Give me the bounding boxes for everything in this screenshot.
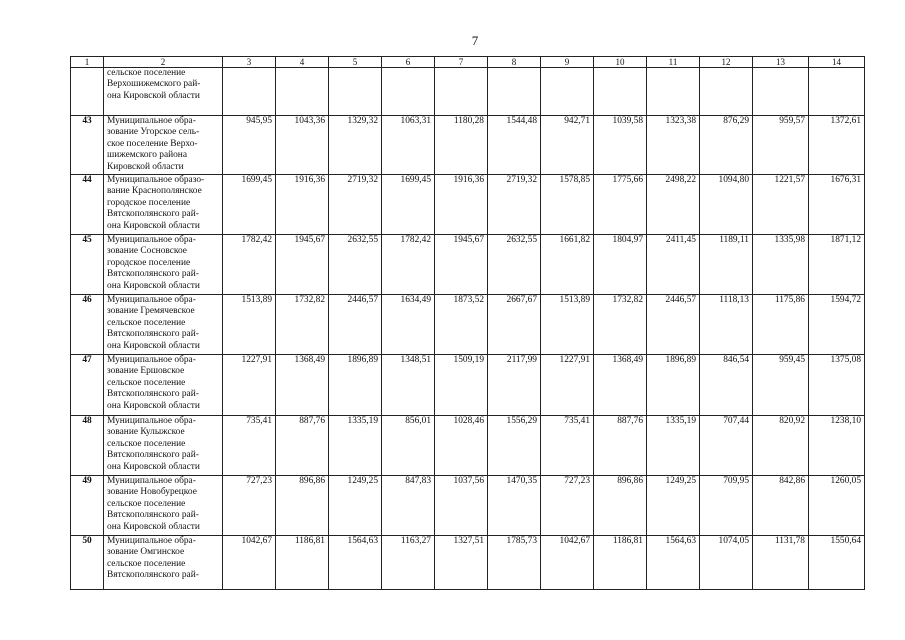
- value-cell-col-12: 1094,80: [700, 175, 753, 235]
- value-cell-col-3: 727,23: [223, 476, 276, 536]
- municipality-name: Муниципальное обра- зование Ершовское сельское поселение Вятскополянского рай- она Кировской области: [104, 355, 223, 416]
- value-cell-col-9: 1661,82: [541, 235, 594, 295]
- value-cell-col-8: 2632,55: [488, 235, 541, 295]
- value-cell-col-8: 2117,99: [488, 355, 541, 416]
- value-cell-col-14: 1238,10: [809, 416, 865, 476]
- value-cell-col-13: 1335,98: [753, 235, 809, 295]
- table-row: [71, 416, 865, 476]
- column-header-4: 4: [276, 57, 329, 68]
- value-cell-col-4: 1043,36: [276, 116, 329, 175]
- value-cell-col-10: 887,76: [594, 416, 647, 476]
- value-cell-col-5: 1896,89: [329, 355, 382, 416]
- value-cell-col-14: [809, 68, 865, 116]
- value-cell-col-6: 847,83: [382, 476, 435, 536]
- value-cell-col-4: 1368,49: [276, 355, 329, 416]
- value-cell-col-14: 1871,12: [809, 235, 865, 295]
- value-cell-col-6: 1782,42: [382, 235, 435, 295]
- data-table: [70, 56, 865, 590]
- page-number: 7: [471, 33, 479, 48]
- value-cell-col-9: 727,23: [541, 476, 594, 536]
- value-cell-col-5: [329, 68, 382, 116]
- value-cell-col-7: 1028,46: [435, 416, 488, 476]
- value-cell-col-9: 942,71: [541, 116, 594, 175]
- value-cell-col-13: 959,57: [753, 116, 809, 175]
- value-cell-col-12: [700, 68, 753, 116]
- value-cell-col-3: 1227,91: [223, 355, 276, 416]
- value-cell-col-9: 1513,89: [541, 295, 594, 355]
- value-cell-col-6: 1348,51: [382, 355, 435, 416]
- column-header-12: 12: [700, 57, 753, 68]
- row-number: 50: [71, 536, 104, 590]
- row-number: 44: [71, 175, 104, 235]
- value-cell-col-4: 1186,81: [276, 536, 329, 590]
- value-cell-col-10: 896,86: [594, 476, 647, 536]
- value-cell-col-8: 1544,48: [488, 116, 541, 175]
- municipality-name: Муниципальное обра- зование Гремячевское сельское поселение Вятскополянского рай- она Кировской области: [104, 295, 223, 355]
- column-header-3: 3: [223, 57, 276, 68]
- value-cell-col-11: 1249,25: [647, 476, 700, 536]
- value-cell-col-13: [753, 68, 809, 116]
- value-cell-col-5: 1564,63: [329, 536, 382, 590]
- column-header-11: 11: [647, 57, 700, 68]
- column-header-7: 7: [435, 57, 488, 68]
- value-cell-col-7: 1916,36: [435, 175, 488, 235]
- value-cell-col-5: 2632,55: [329, 235, 382, 295]
- value-cell-col-6: 1699,45: [382, 175, 435, 235]
- municipality-name: Муниципальное обра- зование Угорское сель- ское поселение Верхо- шижемского района Кировской области: [104, 116, 223, 175]
- value-cell-col-9: 1042,67: [541, 536, 594, 590]
- value-cell-col-12: 1074,05: [700, 536, 753, 590]
- value-cell-col-12: 876,29: [700, 116, 753, 175]
- value-cell-col-14: 1676,31: [809, 175, 865, 235]
- value-cell-col-5: 2719,32: [329, 175, 382, 235]
- value-cell-col-14: 1372,61: [809, 116, 865, 175]
- value-cell-col-7: 1873,52: [435, 295, 488, 355]
- value-cell-col-4: 1916,36: [276, 175, 329, 235]
- row-number: 48: [71, 416, 104, 476]
- column-header-6: 6: [382, 57, 435, 68]
- municipality-name: Муниципальное обра- зование Сосновское городское поселение Вятскополянского рай- она Кировской области: [104, 235, 223, 295]
- column-header-1: 1: [71, 57, 104, 68]
- header-row: [71, 57, 865, 68]
- column-header-14: 14: [809, 57, 865, 68]
- row-number: 49: [71, 476, 104, 536]
- value-cell-col-11: 2498,22: [647, 175, 700, 235]
- value-cell-col-11: 1323,38: [647, 116, 700, 175]
- value-cell-col-10: 1732,82: [594, 295, 647, 355]
- value-cell-col-8: [488, 68, 541, 116]
- column-header-2: 2: [104, 57, 223, 68]
- table-row: [71, 355, 865, 416]
- value-cell-col-4: 1945,67: [276, 235, 329, 295]
- column-header-8: 8: [488, 57, 541, 68]
- value-cell-col-14: 1375,08: [809, 355, 865, 416]
- value-cell-col-5: 2446,57: [329, 295, 382, 355]
- value-cell-col-11: 2411,45: [647, 235, 700, 295]
- value-cell-col-7: 1509,19: [435, 355, 488, 416]
- value-cell-col-10: [594, 68, 647, 116]
- value-cell-col-13: 842,86: [753, 476, 809, 536]
- value-cell-col-10: 1804,97: [594, 235, 647, 295]
- value-cell-col-13: 820,92: [753, 416, 809, 476]
- value-cell-col-8: 2719,32: [488, 175, 541, 235]
- municipality-name: Муниципальное образо- вание Краснополянское городское поселение Вятскополянского рай- она Кировской области: [104, 175, 223, 235]
- value-cell-col-11: 1896,89: [647, 355, 700, 416]
- value-cell-col-4: 896,86: [276, 476, 329, 536]
- value-cell-col-3: [223, 68, 276, 116]
- value-cell-col-3: 945,95: [223, 116, 276, 175]
- table-row: [71, 235, 865, 295]
- table-row: [71, 536, 865, 590]
- table-row: [71, 116, 865, 175]
- value-cell-col-3: 1513,89: [223, 295, 276, 355]
- value-cell-col-8: 1556,29: [488, 416, 541, 476]
- value-cell-col-7: 1327,51: [435, 536, 488, 590]
- value-cell-col-13: 1175,86: [753, 295, 809, 355]
- value-cell-col-9: [541, 68, 594, 116]
- value-cell-col-8: 2667,67: [488, 295, 541, 355]
- row-number: 43: [71, 116, 104, 175]
- value-cell-col-11: 1564,63: [647, 536, 700, 590]
- value-cell-col-14: 1260,05: [809, 476, 865, 536]
- value-cell-col-8: 1470,35: [488, 476, 541, 536]
- municipality-name: Муниципальное обра- зование Кулыжское сельское поселение Вятскополянского рай- она Кировской области: [104, 416, 223, 476]
- value-cell-col-12: 707,44: [700, 416, 753, 476]
- municipality-name: Муниципальное обра- зование Новобурецкое сельское поселение Вятскополянского рай- она Кировской области: [104, 476, 223, 536]
- value-cell-col-4: 887,76: [276, 416, 329, 476]
- value-cell-col-11: 2446,57: [647, 295, 700, 355]
- value-cell-col-11: [647, 68, 700, 116]
- value-cell-col-13: 1221,57: [753, 175, 809, 235]
- table-row: [71, 476, 865, 536]
- value-cell-col-9: 1578,85: [541, 175, 594, 235]
- value-cell-col-3: 735,41: [223, 416, 276, 476]
- value-cell-col-6: 1634,49: [382, 295, 435, 355]
- value-cell-col-13: 1131,78: [753, 536, 809, 590]
- value-cell-col-5: 1335,19: [329, 416, 382, 476]
- value-cell-col-7: 1945,67: [435, 235, 488, 295]
- value-cell-col-13: 959,45: [753, 355, 809, 416]
- value-cell-col-10: 1775,66: [594, 175, 647, 235]
- value-cell-col-3: 1699,45: [223, 175, 276, 235]
- value-cell-col-14: 1550,64: [809, 536, 865, 590]
- municipality-name: сельское поселение Верхошижемского рай- она Кировской области: [104, 68, 223, 116]
- column-header-10: 10: [594, 57, 647, 68]
- value-cell-col-5: 1249,25: [329, 476, 382, 536]
- value-cell-col-3: 1782,42: [223, 235, 276, 295]
- value-cell-col-10: 1368,49: [594, 355, 647, 416]
- value-cell-col-6: 1163,27: [382, 536, 435, 590]
- value-cell-col-9: 1227,91: [541, 355, 594, 416]
- value-cell-col-6: [382, 68, 435, 116]
- value-cell-col-7: 1037,56: [435, 476, 488, 536]
- column-header-9: 9: [541, 57, 594, 68]
- value-cell-col-4: [276, 68, 329, 116]
- row-number: 45: [71, 235, 104, 295]
- value-cell-col-12: 846,54: [700, 355, 753, 416]
- value-cell-col-12: 1189,11: [700, 235, 753, 295]
- row-number: 46: [71, 295, 104, 355]
- row-number: [71, 68, 104, 116]
- municipality-name: Муниципальное обра- зование Омгинское сельское поселение Вятскополянского рай-: [104, 536, 223, 590]
- value-cell-col-4: 1732,82: [276, 295, 329, 355]
- value-cell-col-11: 1335,19: [647, 416, 700, 476]
- table-body: [71, 68, 865, 590]
- column-header-5: 5: [329, 57, 382, 68]
- column-header-13: 13: [753, 57, 809, 68]
- value-cell-col-10: 1039,58: [594, 116, 647, 175]
- table-row: [71, 295, 865, 355]
- row-number: 47: [71, 355, 104, 416]
- value-cell-col-9: 735,41: [541, 416, 594, 476]
- value-cell-col-6: 856,01: [382, 416, 435, 476]
- value-cell-col-6: 1063,31: [382, 116, 435, 175]
- value-cell-col-8: 1785,73: [488, 536, 541, 590]
- value-cell-col-7: [435, 68, 488, 116]
- table-row: [71, 68, 865, 116]
- value-cell-col-5: 1329,32: [329, 116, 382, 175]
- value-cell-col-7: 1180,28: [435, 116, 488, 175]
- value-cell-col-12: 709,95: [700, 476, 753, 536]
- value-cell-col-14: 1594,72: [809, 295, 865, 355]
- value-cell-col-10: 1186,81: [594, 536, 647, 590]
- value-cell-col-3: 1042,67: [223, 536, 276, 590]
- table-row: [71, 175, 865, 235]
- value-cell-col-12: 1118,13: [700, 295, 753, 355]
